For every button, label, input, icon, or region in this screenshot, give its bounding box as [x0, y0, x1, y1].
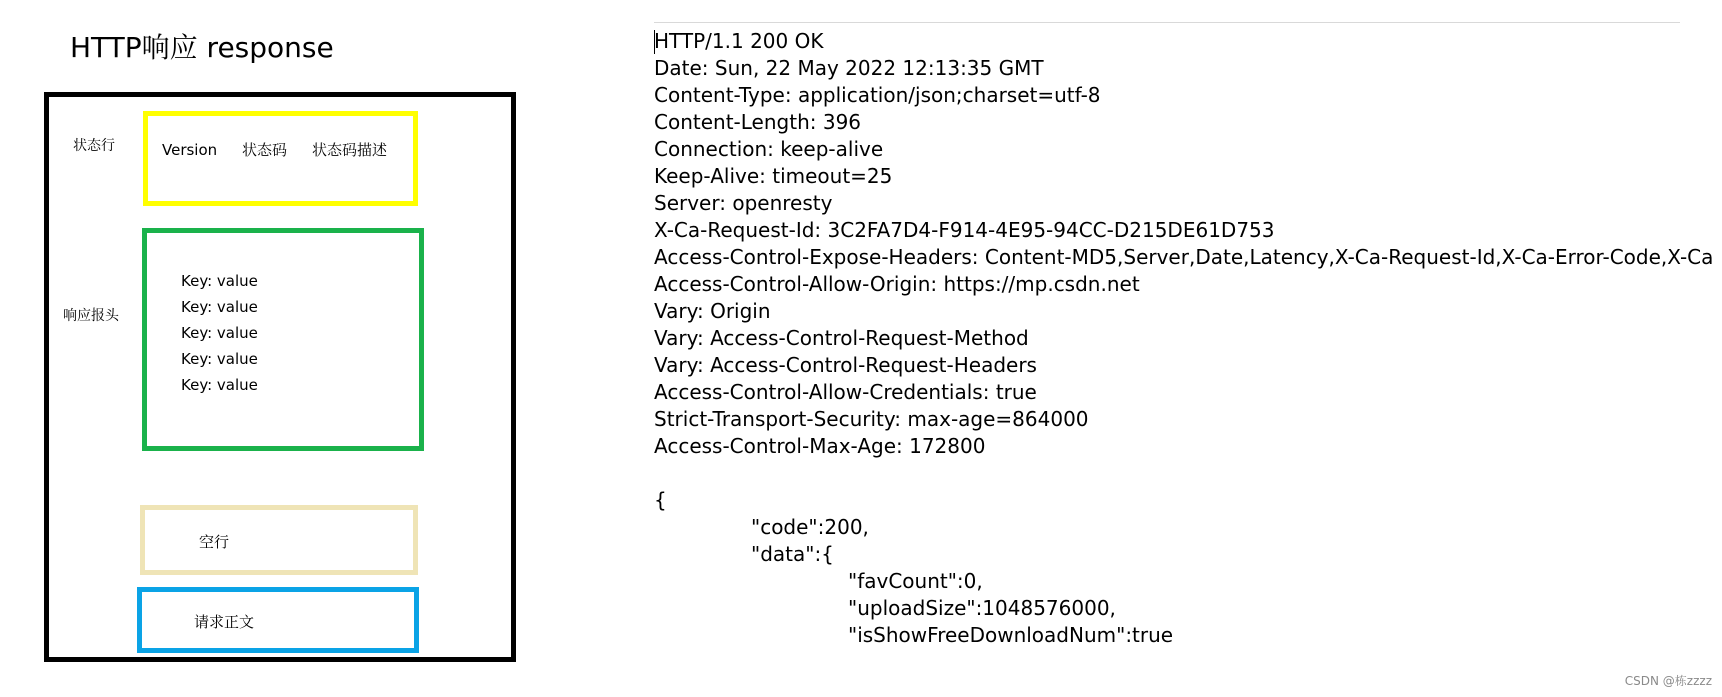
body-line: "code":200,: [751, 515, 869, 539]
body-text: 请求正文: [194, 613, 255, 631]
body-box: [137, 587, 419, 653]
header-line: Access-Control-Max-Age: 172800: [654, 434, 986, 458]
header-line: Keep-Alive: timeout=25: [654, 164, 893, 188]
header-entry: Key: value: [181, 376, 258, 394]
watermark-text: CSDN @栋zzzz: [1624, 674, 1712, 688]
version-text: Version: [162, 141, 218, 159]
response-headers-label: 响应报头: [63, 308, 119, 324]
header-line: Connection: keep-alive: [654, 137, 884, 161]
header-line: Date: Sun, 22 May 2022 12:13:35 GMT: [654, 56, 1044, 80]
header-entry: Key: value: [181, 298, 258, 316]
http-response-diagram: [44, 92, 516, 662]
headers-box: [142, 228, 424, 451]
header-line: Server: openresty: [654, 191, 833, 215]
header-line: Content-Type: application/json;charset=utf-8: [654, 83, 1101, 107]
header-line: Vary: Access-Control-Request-Method: [654, 326, 1029, 350]
header-line: Access-Control-Allow-Credentials: true: [654, 380, 1037, 404]
header-entry: Key: value: [181, 272, 258, 290]
header-line: X-Ca-Request-Id: 3C2FA7D4-F914-4E95-94CC-D215DE61D753: [654, 218, 1275, 242]
header-line: Vary: Access-Control-Request-Headers: [654, 353, 1037, 377]
header-line: Content-Length: 396: [654, 110, 862, 134]
body-line: "favCount":0,: [848, 569, 983, 593]
header-entry: Key: value: [181, 324, 258, 342]
body-line: {: [654, 488, 667, 512]
body-line: "uploadSize":1048576000,: [848, 596, 1116, 620]
header-line: Access-Control-Expose-Headers: Content-MD5,Server,Date,Latency,X-Ca-Request-Id,X-Ca-Error-Code,X-Ca: [654, 245, 1714, 269]
divider-line: [654, 22, 1680, 23]
status-line-box: [143, 111, 418, 206]
status-line-label: 状态行: [73, 138, 115, 154]
header-line: Vary: Origin: [654, 299, 771, 323]
body-line: "data":{: [751, 542, 834, 566]
header-entry: Key: value: [181, 350, 258, 368]
header-line: Strict-Transport-Security: max-age=864000: [654, 407, 1089, 431]
body-line: "isShowFreeDownloadNum":true: [848, 623, 1174, 647]
status-code-text: 状态码: [242, 141, 288, 159]
status-line: HTTP/1.1 200 OK: [654, 29, 824, 53]
http-response-text-panel: [654, 22, 1714, 647]
blank-line-text: 空行: [199, 533, 230, 551]
page-title: HTTP响应 response: [70, 31, 334, 64]
blank-line-box: [140, 505, 418, 575]
header-line: Access-Control-Allow-Origin: https://mp.csdn.net: [654, 272, 1140, 296]
status-desc-text: 状态码描述: [312, 141, 388, 159]
